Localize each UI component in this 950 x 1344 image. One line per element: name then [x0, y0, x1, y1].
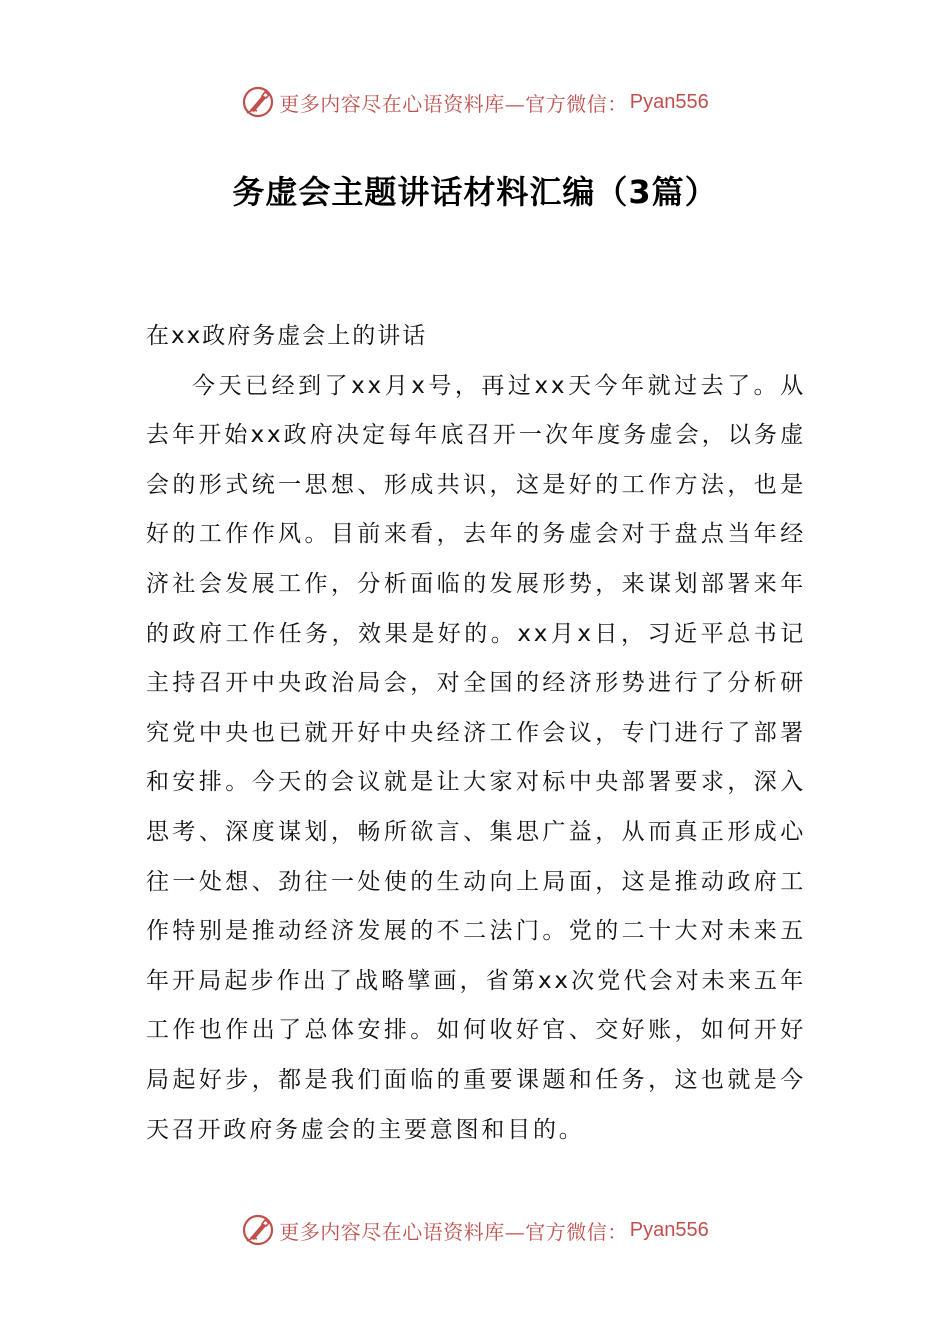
- banner-text: 更多内容尽在心语资料库—官方微信：: [279, 91, 628, 116]
- speech-paragraph: 今天已经到了xx月x号，再过xx天今年就过去了。从去年开始xx政府决定每年底召开一次年度务虚会，以务虚会的形式统一思想、形成共识，这是好的工作方法，也是好的工作作风。目前来看，去年的务虚会对于盘点当年经济社会发展工作，分析面临的发展形势，来谋划部署来年的政府工作任务，效果是好的。xx月x日，习近平总书记主持召开中央政治局会，对全国的经济形势进行了分析研究党中央也已就开好中央经济工作会议，专门进行了部署和安排。今天的会议就是让大家对标中央部署要求，深入思考、深度谋划，畅所欲言、集思广益，从而真正形成心往一处想、劲往一处使的生动向上局面，这是推动政府工作特别是推动经济发展的不二法门。党的二十大对未来五年开局起步作出了战略擘画，省第xx次党代会对未来五年工作也作出了总体安排。如何收好官、交好账，如何开好局起好步，都是我们面临的重要课题和任务，这也就是今天召开政府务虚会的主要意图和目的。: [146, 372, 806, 1143]
- document-body: [146, 312, 806, 1155]
- banner-text: 更多内容尽在心语资料库—官方微信：: [279, 1219, 628, 1244]
- speech-heading: 在xx政府务虚会上的讲话: [146, 323, 428, 349]
- wechat-id: Pyan556: [629, 90, 709, 113]
- wechat-id: Pyan556: [629, 1218, 709, 1241]
- pen-nib-logo-icon: [241, 1213, 275, 1247]
- footer-banner: [0, 1208, 950, 1252]
- header-banner: [0, 80, 950, 124]
- pen-nib-logo-icon: [241, 85, 275, 119]
- document-title: 务虚会主题讲话材料汇编（3篇）: [232, 173, 718, 211]
